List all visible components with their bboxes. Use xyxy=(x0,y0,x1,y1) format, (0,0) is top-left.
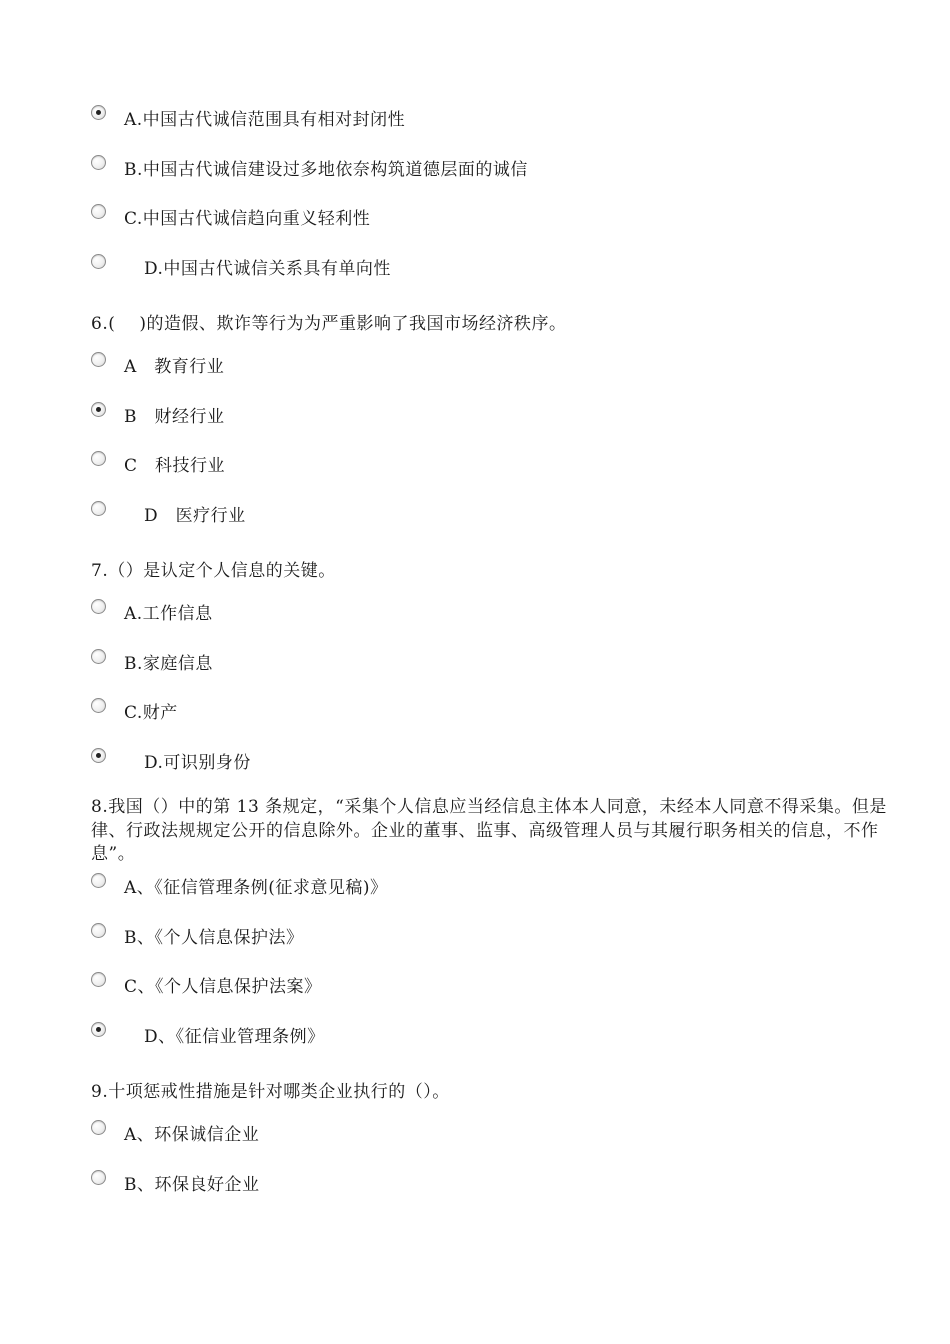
q5-option-c[interactable] xyxy=(91,205,370,227)
q5-option-d-label: D.中国古代诚信关系具有单向性 xyxy=(144,258,391,279)
q8-option-b[interactable] xyxy=(91,924,304,946)
q8-option-c-label: C、《个人信息保护法案》 xyxy=(124,976,322,997)
q6-option-d-radio[interactable] xyxy=(91,501,106,516)
q7-stem: 7.（）是认定个人信息的关键。 xyxy=(91,561,336,581)
q6-option-a-radio[interactable] xyxy=(91,352,106,367)
q8-option-d-label: D、《征信业管理条例》 xyxy=(144,1026,325,1047)
q5-option-a-radio[interactable] xyxy=(91,105,106,120)
q6-option-d[interactable] xyxy=(91,502,246,524)
q7-option-c-radio[interactable] xyxy=(91,698,106,713)
q6-option-a[interactable] xyxy=(91,353,224,375)
q5-option-b[interactable] xyxy=(91,156,528,178)
q8-option-b-radio[interactable] xyxy=(91,923,106,938)
q8-option-c-radio[interactable] xyxy=(91,972,106,987)
q8-option-d-radio[interactable] xyxy=(91,1022,106,1037)
q9-option-a[interactable] xyxy=(91,1121,259,1143)
q5-option-c-label: C.中国古代诚信趋向重义轻利性 xyxy=(124,208,371,229)
q8-stem-line2: 律、行政法规规定公开的信息除外。企业的董事、监事、高级管理人员与其履行职务相关的信息，不作 xyxy=(91,821,879,841)
q8-option-a-label: A、《征信管理条例(征求意见稿)》 xyxy=(124,877,388,898)
q7-option-b[interactable] xyxy=(91,650,213,672)
q7-option-d-label: D.可识别身份 xyxy=(144,752,251,773)
q5-option-c-radio[interactable] xyxy=(91,204,106,219)
q7-option-a-label: A.工作信息 xyxy=(124,603,213,624)
q5-option-d[interactable] xyxy=(91,255,391,277)
q8-option-b-label: B、《个人信息保护法》 xyxy=(124,927,304,948)
q7-option-a-radio[interactable] xyxy=(91,599,106,614)
q6-number: 6.( xyxy=(91,314,116,334)
q8-option-a[interactable] xyxy=(91,874,388,896)
q7-option-c-label: C.财产 xyxy=(124,702,178,723)
q8-stem-line3: 息”。 xyxy=(91,844,136,864)
q9-option-b-radio[interactable] xyxy=(91,1170,106,1185)
q5-option-a-label: A.中国古代诚信范围具有相对封闭性 xyxy=(124,109,406,130)
q9-option-a-radio[interactable] xyxy=(91,1120,106,1135)
q7-option-d-radio[interactable] xyxy=(91,748,106,763)
q6-option-c-label: C 科技行业 xyxy=(124,455,226,476)
q6-option-b[interactable] xyxy=(91,403,225,425)
q7-option-d[interactable] xyxy=(91,749,251,771)
q7-option-b-radio[interactable] xyxy=(91,649,106,664)
q6-stem xyxy=(91,313,567,335)
q8-stem-line1: 8.我国（）中的第 13 条规定，“采集个人信息应当经信息主体本人同意，未经本人同意不得采集。但是 xyxy=(91,797,887,817)
q6-option-c-radio[interactable] xyxy=(91,451,106,466)
q5-option-b-label: B.中国古代诚信建设过多地依奈构筑道德层面的诚信 xyxy=(124,159,528,180)
q7-option-a[interactable] xyxy=(91,600,213,622)
q9-stem: 9.十项惩戒性措施是针对哪类企业执行的（）。 xyxy=(91,1082,450,1102)
q8-option-c[interactable] xyxy=(91,973,322,995)
q6-option-b-radio[interactable] xyxy=(91,402,106,417)
q6-option-c[interactable] xyxy=(91,452,225,474)
q5-option-a[interactable] xyxy=(91,106,405,128)
q6-option-d-label: D 医疗行业 xyxy=(144,505,246,526)
q9-option-b[interactable] xyxy=(91,1171,260,1193)
q6-stem-rest: )的造假、欺诈等行为为严重影响了我国市场经济秩序。 xyxy=(139,314,567,334)
q9-option-a-label: A、环保诚信企业 xyxy=(124,1124,260,1145)
q6-option-a-label: A 教育行业 xyxy=(124,356,225,377)
q7-option-c[interactable] xyxy=(91,699,178,721)
q8-option-d[interactable] xyxy=(91,1023,325,1045)
q9-option-b-label: B、环保良好企业 xyxy=(124,1174,260,1195)
q5-option-d-radio[interactable] xyxy=(91,254,106,269)
q6-option-b-label: B 财经行业 xyxy=(124,406,225,427)
q7-option-b-label: B.家庭信息 xyxy=(124,653,213,674)
q8-option-a-radio[interactable] xyxy=(91,873,106,888)
q5-option-b-radio[interactable] xyxy=(91,155,106,170)
